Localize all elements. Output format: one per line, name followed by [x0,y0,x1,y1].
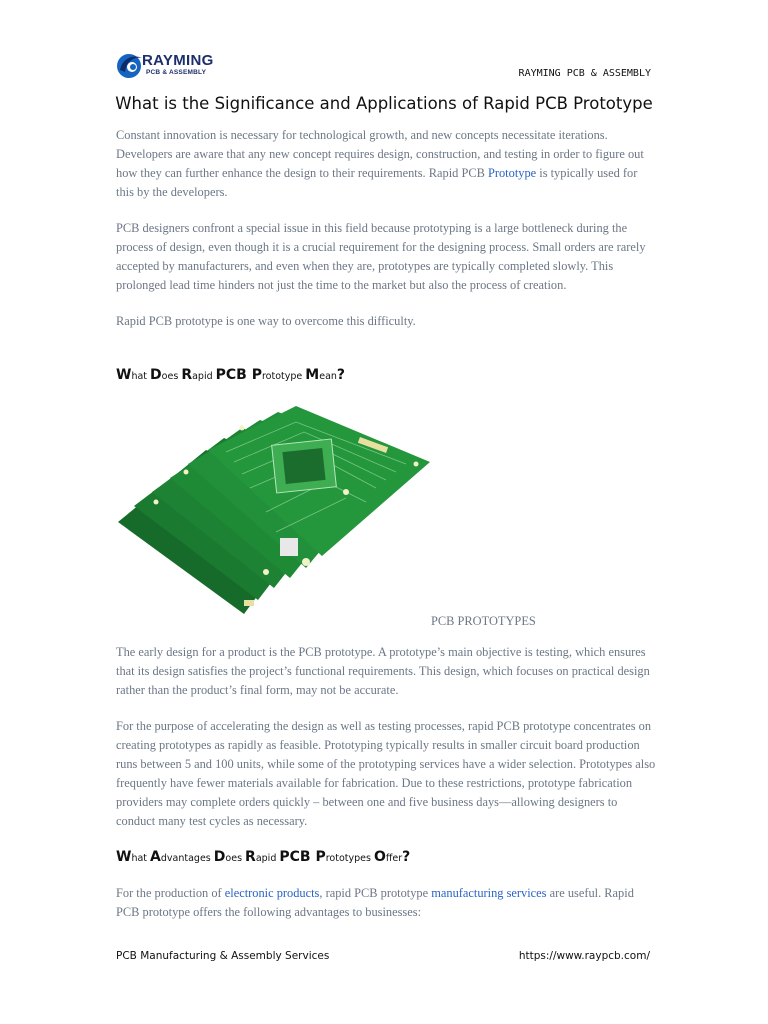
section1-paragraph-1: The early design for a product is the PCB prototype. A prototype’s main objective is testing, which ensures that its design satisfies the project’s functional requirements. This design, which focuses on practical design rather than the product’s final form, may not be accurate. [116,645,650,697]
section2-p1-text-a: For the production of [116,886,225,900]
section2-p1-text-b: , rapid PCB prototype [319,886,432,900]
prototype-link[interactable]: Prototype [487,166,537,180]
logo-sub-text: PCB & ASSEMBLY [146,69,207,76]
company-logo[interactable] [116,50,226,82]
pcb-pad [280,538,298,556]
section-heading-what-advantages: What Advantages Does Rapid PCB Prototypes Offer? [116,849,411,865]
electronic-products-link[interactable]: electronic products [224,886,320,900]
section2-paragraph-1 [116,884,656,922]
header-company-name: RAYMING PCB & ASSEMBLY [518,68,651,79]
intro-paragraph-3: Rapid PCB prototype is one way to overcome this difficulty. [116,314,416,328]
section-heading-what-does: What Does Rapid PCB Prototype Mean? [116,367,346,383]
page-title: What is the Significance and Applications of Rapid PCB Prototype [115,94,653,113]
pcb-board-stack [118,406,430,614]
section2-p1-text-c: are useful. Rapid PCB prototype offers the following advantages to businesses: [116,886,634,919]
logo-brand-text: RAYMING [142,52,214,69]
footer-services-text: PCB Manufacturing & Assembly Services [116,950,330,962]
swirl-logo-icon [116,50,144,80]
intro-p1-text-b: is typically used for this by the developers. [116,166,638,199]
section1-paragraph-2: For the purpose of accelerating the design as well as testing processes, rapid PCB prototype concentrates on creating prototypes as rapidly as feasible. Prototyping typically results in smaller circuit board production runs between 5 and 100 units, while some of the prototyping services have a wider selection. Prototypes also frequently have fewer materials available for fabrication. Due to these restrictions, prototype fabrication providers may complete orders quickly – between one and five business days—allowing designers to conduct many test cycles as necessary. [116,719,656,828]
image-caption: PCB PROTOTYPES [431,614,536,628]
footer-url-link[interactable]: https://www.raypcb.com/ [518,950,650,962]
pcb-prototypes-image [116,402,434,624]
intro-p1-text-a: Constant innovation is necessary for technological growth, and new concepts necessitate iterations. Developers are aware that any new concept requires design, construction, and testing in order to figure out how they can further enhance the design to their requirements. Rapid PCB [116,128,644,180]
manufacturing-services-link[interactable]: manufacturing services [431,886,547,900]
intro-paragraph-1 [116,126,656,202]
intro-paragraph-2: PCB designers confront a special issue in this field because prototyping is a large bottleneck during the process of design, even though it is a crucial requirement for the designing process. Small orders are rarely accepted by manufacturers, and even when they are, prototypes are typically completed slowly. This prolonged lead time hinders not just the time to the market but also the process of creation. [116,221,646,292]
